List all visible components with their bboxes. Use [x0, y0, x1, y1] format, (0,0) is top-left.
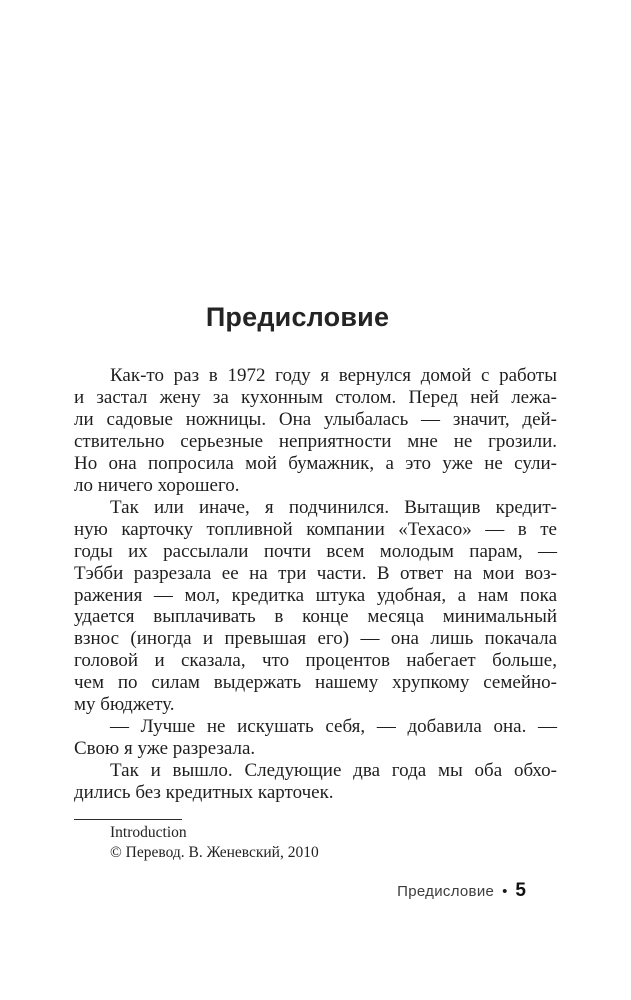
chapter-title: Предисловие	[205, 302, 390, 332]
body-line: ную карточку топливной компании «Texaco» — в те	[74, 518, 557, 540]
body-line: Так и вышло. Следующие два года мы оба обхо-	[110, 760, 557, 782]
body-line: ло ничего хорошего.	[74, 474, 240, 496]
footer-section-label: Предисловие	[397, 883, 495, 900]
body-line: дились без кредитных карточек.	[74, 782, 334, 804]
body-line: Так или иначе, я подчинился. Вытащив кредит-	[110, 496, 557, 518]
body-line: му бюджету.	[74, 694, 175, 716]
body-line: Как-то раз в 1972 году я вернулся домой с работы	[110, 365, 557, 386]
footnote	[74, 823, 557, 863]
footnote-divider	[74, 819, 182, 820]
body-line: ствительно серьезные неприятности мне не грозили.	[74, 430, 557, 452]
bullet-separator-icon: •	[502, 883, 508, 900]
body-line: ли садовые ножницы. Она улыбалась — значит, дей-	[74, 408, 557, 430]
body-line: удается выплачивать в конце месяца минимальный	[74, 606, 557, 628]
body-line: годы их рассылали почти всем молодым парам, —	[74, 540, 557, 562]
body-text	[74, 365, 557, 804]
body-line: ражения — мол, кредитка штука удобная, а нам пока	[74, 584, 557, 606]
footnote-original-title: Introduction	[110, 824, 187, 841]
page-footer	[397, 880, 526, 902]
body-line: чем по силам выдержать нашему хрупкому семейно-	[74, 672, 557, 694]
body-line: взнос (иногда и превышая его) — она лишь покачала	[74, 628, 557, 650]
body-line: Но она попросила мой бумажник, а это уже не сули-	[74, 452, 557, 474]
body-line: Тэбби разрезала ее на три части. В ответ на мои воз-	[74, 562, 557, 584]
body-line: головой и сказала, что процентов набегает больше,	[74, 650, 557, 672]
footnote-copyright: © Перевод. В. Женевский, 2010	[110, 844, 319, 861]
body-line: и застал жену за кухонным столом. Перед ней лежа-	[74, 386, 557, 408]
body-line: Свою я уже разрезала.	[74, 738, 256, 760]
body-line: — Лучше не искушать себя, — добавила она. —	[110, 716, 557, 738]
page-number: 5	[515, 880, 526, 901]
